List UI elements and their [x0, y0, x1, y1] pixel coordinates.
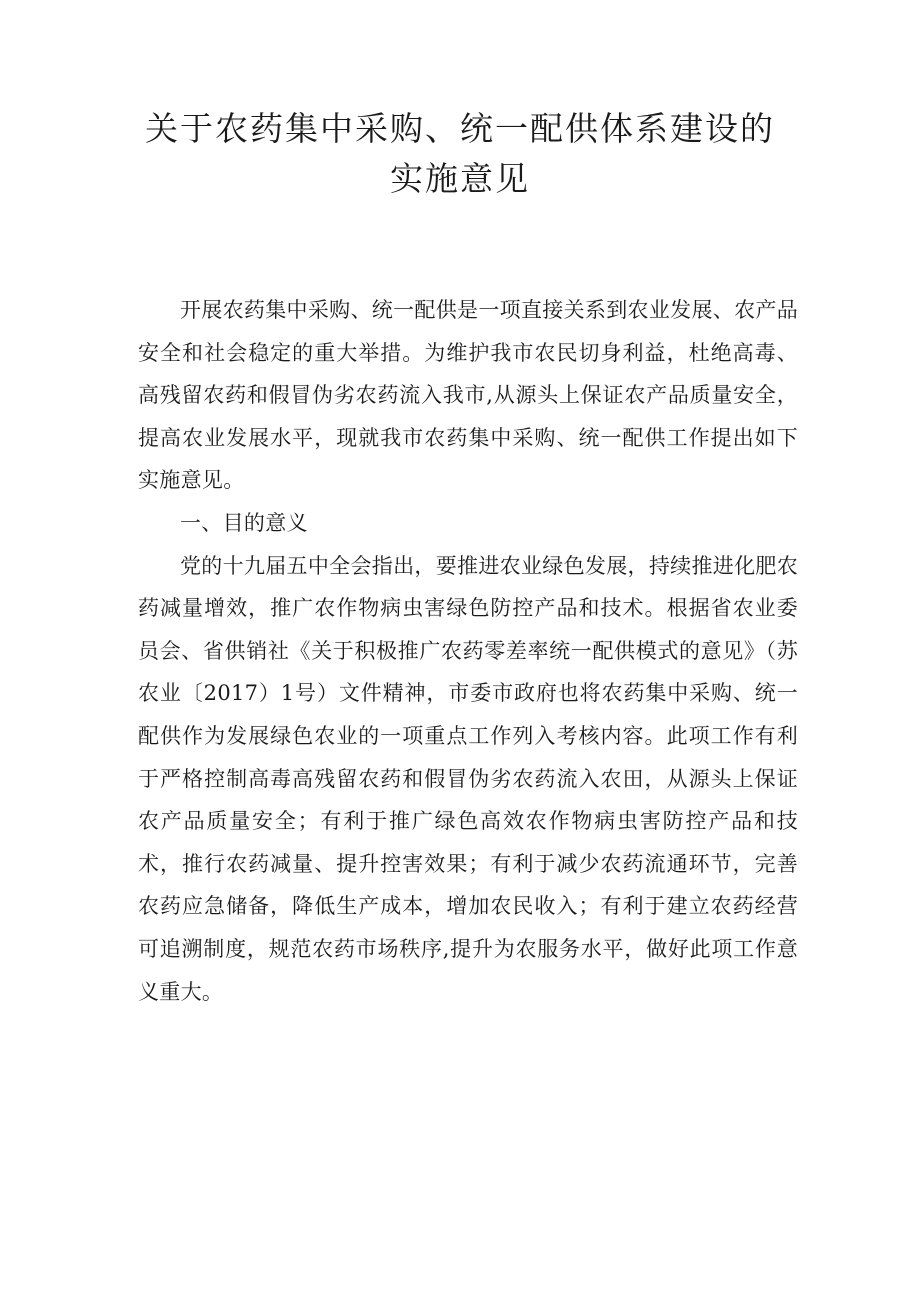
- document-body: [138, 289, 798, 1013]
- paragraph-purpose: 党的十九届五中全会指出，要推进农业绿色发展，持续推进化肥农药减量增效，推广农作物病虫害绿色防控产品和技术。根据省农业委员会、省供销社《关于积极推广农药零差率统一配供模式的意见》（苏农业〔2017）1号）文件精神，市委市政府也将农药集中采购、统一配供作为发展绿色农业的一项重点工作列入考核内容。此项工作有利于严格控制高毒高残留农药和假冒伪劣农药流入农田，从源头上保证农产品质量安全；有利于推广绿色高效农作物病虫害防控产品和技术，推行农药减量、提升控害效果；有利于减少农药流通环节，完善农药应急储备，降低生产成本，增加农民收入；有利于建立农药经营可追溯制度，规范农药市场秩序,提升为农服务水平，做好此项工作意义重大。: [138, 553, 798, 1004]
- document-title: 关于农药集中采购、统一配供体系建设的实施意见: [145, 109, 775, 198]
- paragraph-intro: 开展农药集中采购、统一配供是一项直接关系到农业发展、农产品安全和社会稳定的重大举措。为维护我市农民切身利益，杜绝高毒、高残留农药和假冒伪劣农药流入我市,从源头上保证农产品质量安全，提高农业发展水平，现就我市农药集中采购、统一配供工作提出如下实施意见。: [138, 298, 798, 493]
- section-heading-purpose: 一、目的意义: [180, 510, 308, 535]
